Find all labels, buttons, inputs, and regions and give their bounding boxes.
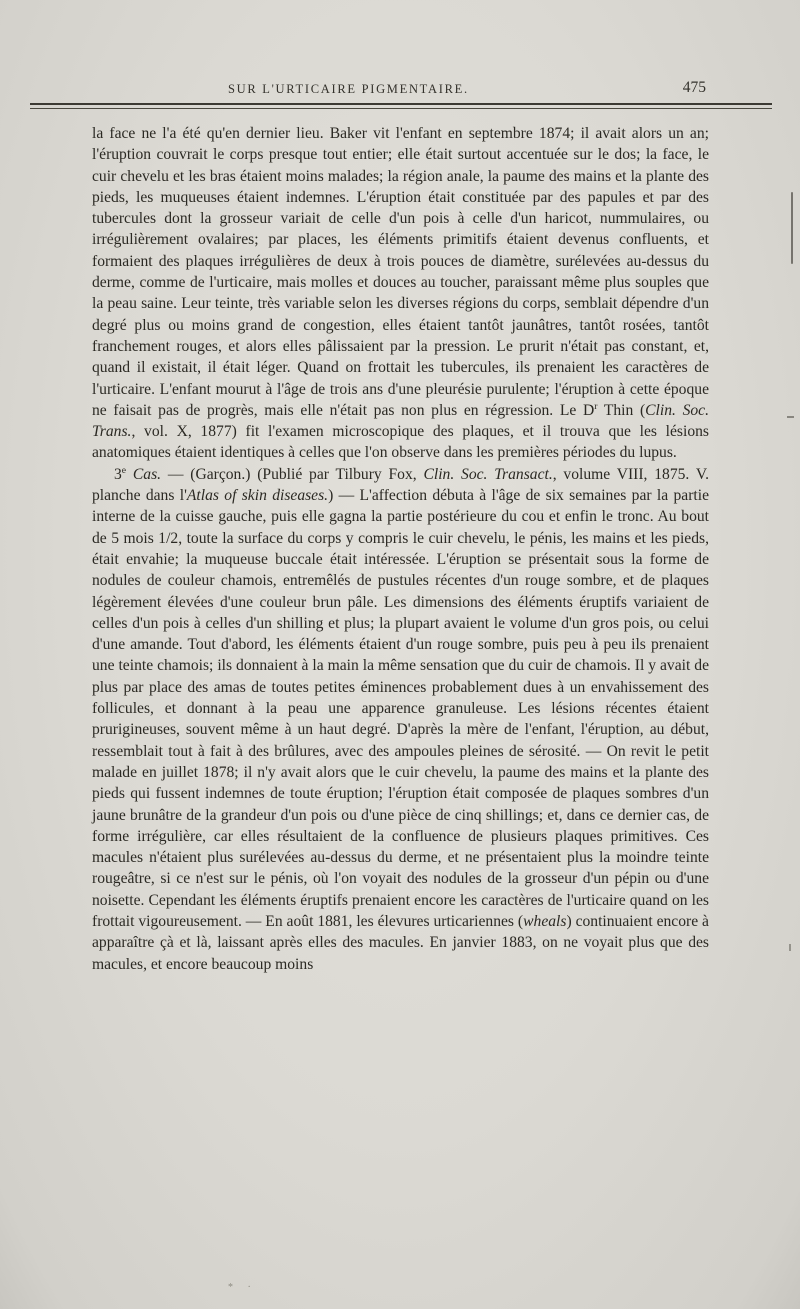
scan-artifact-dash [787,416,794,418]
text-segment: Atlas of skin diseases. [186,487,329,505]
text-segment: ) continuaient encore à apparaître çà et là, laissant après elles des macules. En janvier 1883, on ne voyait plus que des macules, et encore beaucoup moins [92,912,709,973]
running-head-title: SUR L'URTICAIRE PIGMENTAIRE. [228,82,469,96]
text-segment: wheals [523,912,567,930]
text-segment: , vol. X, 1877) fit l'examen microscopique des plaques, et il trouva que les lésions anatomiques étaient identiques à celles que l'on observe dans les premières périodes du lupus. [92,423,709,462]
page-number: 475 [682,79,706,96]
text-segment: Clin. Soc. Trans. [92,401,709,441]
text-segment: Cas. [132,465,162,483]
text-segment: la face ne l'a été qu'en dernier lieu. Baker vit l'enfant en septembre 1874; il avait alors un an; l'éruption couvrait le corps presque tout entier; elle était surtout accentuée sur le dos; la face, le cuir chevelu et les bras étaient moins malades; la région anale, la paume des mains et la plante des pieds, les muqueuses étaient indemnes. L'éruption était constituée par des papules et par des tubercules dont la grosseur variait de celle d'un pois à celle d'un haricot, nummulaires, ou irrégulièrement ovalaires; par places, les éléments primitifs étaient devenus confluents, et formaient des plaques irrégulières de deux à trois pouces de diamètre, surélevées au-dessus du derme, comme de l'urticaire, mais molles et douces au toucher, paraissant même plus souples que la peau saine. Leur teinte, très variable selon les diverses régions du corps, semblait dépendre d'un degré plus ou moins grand de congestion, elles étaient tantôt jaunâtres, tantôt rosées, tantôt franchement rouges, et alors elles pâlissaient par la pression. Le prurit n'était pas constant, et, quand il existait, il était léger. Quand on frottait les tubercules, ils prenaient les caractères de l'urticaire. L'enfant mourut à l'âge de trois ans d'une pleurésie purulente; l'éruption à cette époque ne faisait pas de progrès, mais elle n'était pas non plus en régression. Le D [92,125,709,419]
scan-artifact-line [791,192,793,264]
paragraph [92,123,709,464]
text-segment: e [121,464,127,476]
printer-signature-mark: * · [228,1282,257,1293]
text-segment: — (Garçon.) (Publié par Tilbury Fox, [161,465,424,483]
text-segment: Clin. Soc. Transact. [423,465,553,483]
text-segment: 3 [114,465,122,483]
text-segment [126,466,133,483]
text-segment: Thin ( [597,401,646,419]
text-segment: , volume VIII, 1875. V. planche dans l' [92,465,709,505]
text-segment: r [594,400,598,412]
header-double-rule [30,103,772,109]
scan-artifact-tick [789,944,791,951]
text-segment: ) — L'affection débuta à l'âge de six semaines par la partie interne de la cuisse gauche, puis elle gagna la partie postérieure du cou et enfin le tronc. Au bout de 5 mois 1/2, toute la surface du corps y compris le cuir chevelu, le pénis, les mains et les pieds, était envahie; la muqueuse buccale était intéressée. L'éruption se présentait sous la forme de nodules de couleur chamois, entremêlés de pustules récentes d'un rouge sombre, et de plaques légèrement élevées d'une couleur brun pâle. Les dimensions des éléments éruptifs variaient de celles d'un pois à celles d'un shilling et plus; la plupart avaient le volume d'un gros pois, ou celui d'une amande. Tout d'abord, les éléments étaient d'un rouge sombre, puis peu à peu ils prenaient une teinte chamois; ils donnaient à la main la même sensation que du cuir de chamois. Il y avait de plus par place des amas de toutes petites éminences probablement dues à un envahissement des follicules, et donnant à la peau une apparence granuleuse. Les lésions récentes étaient prurigineuses, souvent même à un haut degré. D'après la mère de l'enfant, l'éruption, au début, ressemblait tout à fait à des brûlures, avec des ampoules pleines de sérosité. — On revit le petit malade en juillet 1878; il n'y avait alors que le cuir chevelu, la paume des mains et la plante des pieds qui fussent indemnes de toute éruption; l'éruption était composée de plaques sombres d'un jaune brunâtre de la grandeur d'un pois ou d'une pièce de cinq shillings; et, dans ce dernier cas, de forme irrégulière, car elles résultaient de la confluence de plusieurs plaques primitives. Ces macules n'étaient plus surélevées au-dessus du derme, et ne présentaient plus la moindre teinte rougeâtre, si ce n'est sur le pénis, où l'on voyait des nodules de la grosseur d'un pépin ou d'une noisette. Cependant les éléments éruptifs prenaient encore les caractères de l'urticaire quand on les frottait vigoureusement. — En août 1881, les élevures urticariennes ( [92,487,710,930]
text-block [92,123,709,975]
paragraph [92,464,709,975]
